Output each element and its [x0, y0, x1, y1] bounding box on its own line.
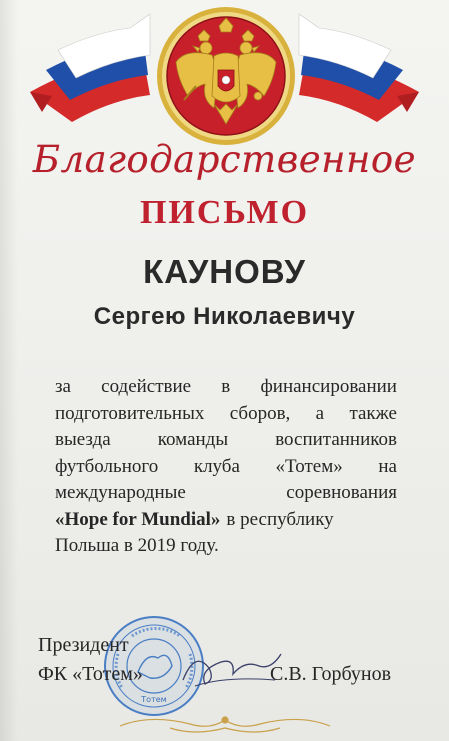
header-emblem [0, 0, 449, 150]
decorative-ornament-icon [110, 708, 340, 736]
body-line [55, 533, 397, 560]
body-word: в [221, 376, 231, 397]
flag-ribbon-right-icon [299, 14, 419, 122]
body-word: содействие [101, 376, 192, 397]
signer-name: С.В. Горбунов [270, 663, 392, 685]
body-word: на [378, 455, 397, 477]
body-line [55, 507, 397, 534]
body-word: команды [157, 429, 229, 450]
body-line [55, 401, 397, 428]
body-word: за [55, 376, 71, 397]
body-word: воспитанников [275, 429, 397, 450]
body-word: финансировании [260, 376, 397, 397]
body-text-segment: Польша в 2019 году. [55, 535, 219, 556]
seal-text: Тотем [141, 695, 167, 704]
body-word: клуба [193, 455, 240, 477]
body-word: «Тотем» [275, 455, 343, 477]
body-word: футбольного [55, 455, 159, 477]
body-text-segment: в республику [226, 508, 334, 530]
body-line [55, 427, 397, 454]
handwritten-signature-icon [175, 640, 285, 700]
title-script: Благодарственное [32, 138, 417, 181]
body-word: международные [55, 482, 186, 503]
body-word: сборов, [229, 402, 291, 424]
body-word: подготовительных [55, 402, 205, 424]
recipient-surname: КАУНОВУ [143, 253, 306, 290]
signer-organization: ФК «Тотем» [38, 663, 143, 685]
event-name: «Hope for Mundial» [55, 508, 221, 530]
title-main: ПИСЬМО [139, 194, 310, 231]
recipient-name: Сергею Николаевичу [93, 303, 356, 330]
body-word: соревнования [286, 482, 397, 503]
flag-ribbon-left-icon [30, 14, 150, 122]
body-line [55, 480, 397, 507]
body-word: а [315, 402, 325, 424]
body-word: также [349, 402, 397, 424]
body-line [55, 374, 397, 401]
signer-role: Президент [38, 634, 129, 656]
letter-body [55, 374, 397, 560]
body-line [55, 454, 397, 481]
body-word: выезда [55, 429, 111, 450]
